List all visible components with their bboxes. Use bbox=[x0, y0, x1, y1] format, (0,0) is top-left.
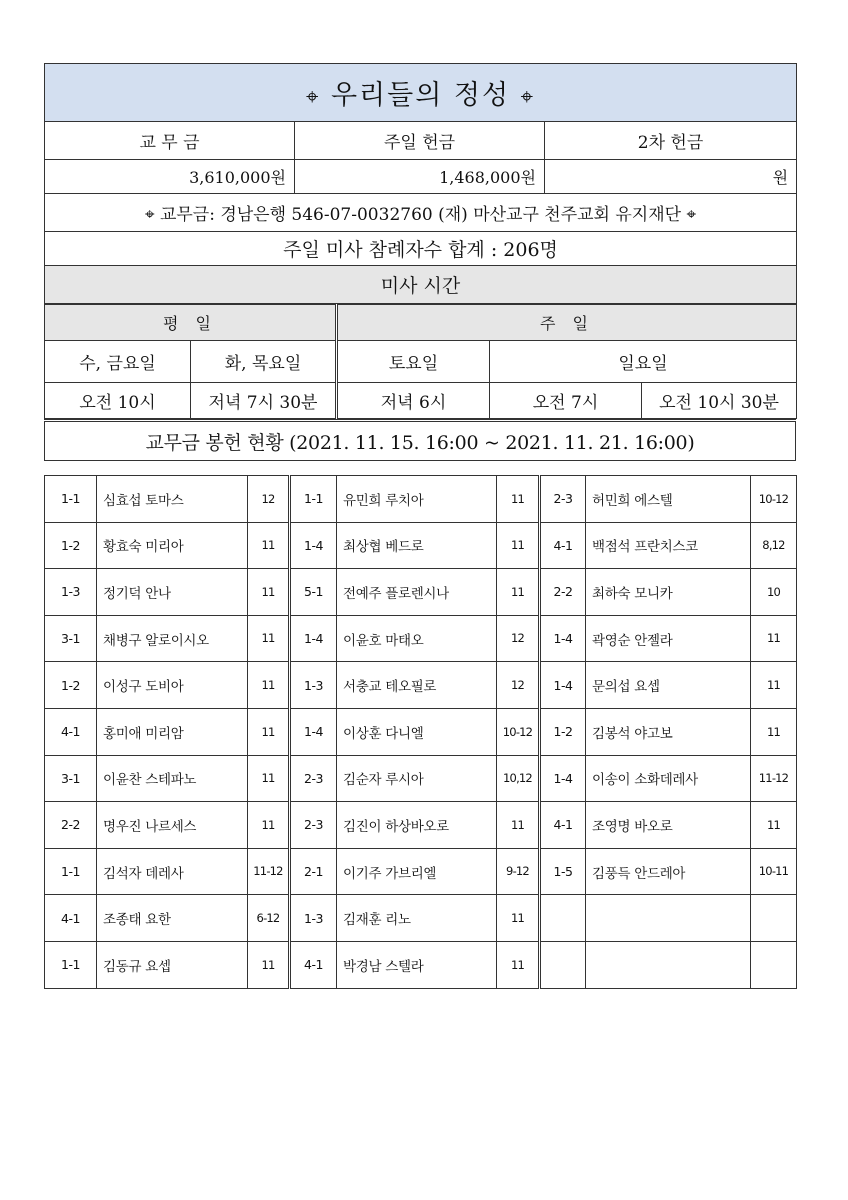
donor-name: 이성구 도비아 bbox=[97, 662, 248, 709]
donor-district: 4-1 bbox=[45, 895, 97, 942]
donor-row bbox=[45, 848, 797, 895]
donor-name: 김순자 루시아 bbox=[337, 755, 497, 802]
cross-icon: ⌖ bbox=[144, 205, 155, 225]
donor-district: 1-4 bbox=[290, 522, 337, 569]
donor-months: 11 bbox=[248, 708, 290, 755]
time-saturday: 저녁 6시 bbox=[337, 383, 490, 419]
donor-months: 11 bbox=[248, 941, 290, 988]
donor-name: 김동규 요셉 bbox=[97, 941, 248, 988]
donor-district: 4-1 bbox=[540, 802, 586, 849]
donor-row bbox=[45, 615, 797, 662]
donor-months: 11-12 bbox=[248, 848, 290, 895]
donor-months: 12 bbox=[497, 662, 540, 709]
donor-row bbox=[45, 569, 797, 616]
mass-times-table bbox=[44, 304, 797, 419]
donor-district: 4-1 bbox=[45, 708, 97, 755]
offering-value-second: 원 bbox=[545, 160, 797, 194]
donation-status-table bbox=[44, 419, 796, 461]
donor-row bbox=[45, 708, 797, 755]
donor-name: 이윤호 마태오 bbox=[337, 615, 497, 662]
donor-months: 11 bbox=[497, 895, 540, 942]
donor-row bbox=[45, 802, 797, 849]
attendance-total: 주일 미사 참례자수 합계 : 206명 bbox=[45, 232, 797, 266]
donor-district: 1-3 bbox=[45, 569, 97, 616]
donor-name: 이윤찬 스테파노 bbox=[97, 755, 248, 802]
bulletin-sheet bbox=[44, 63, 796, 989]
donor-row bbox=[45, 662, 797, 709]
donor-row bbox=[45, 941, 797, 988]
donor-months: 11 bbox=[497, 522, 540, 569]
offering-value-tithe: 3,610,000원 bbox=[45, 160, 295, 194]
donor-district: 1-1 bbox=[290, 476, 337, 523]
donor-district: 4-1 bbox=[290, 941, 337, 988]
donation-status-heading: 교무금 봉헌 현황 (2021. 11. 15. 16:00 ~ 2021. 11. 21. 16:00) bbox=[45, 421, 796, 461]
donor-district: 1-1 bbox=[45, 848, 97, 895]
donor-name: 김풍득 안드레아 bbox=[586, 848, 751, 895]
donor-months: 11 bbox=[497, 569, 540, 616]
donor-name: 백점석 프란치스코 bbox=[586, 522, 751, 569]
page-title bbox=[45, 64, 797, 122]
donor-name bbox=[586, 895, 751, 942]
donor-months: 11 bbox=[248, 662, 290, 709]
donor-row bbox=[45, 755, 797, 802]
donor-name: 이상훈 다니엘 bbox=[337, 708, 497, 755]
donor-district: 2-1 bbox=[290, 848, 337, 895]
cross-icon: ⌖ bbox=[686, 205, 697, 225]
donor-months: 11 bbox=[248, 802, 290, 849]
donor-district: 1-5 bbox=[540, 848, 586, 895]
donor-months: 10 bbox=[751, 569, 797, 616]
donor-name: 김석자 데레사 bbox=[97, 848, 248, 895]
donor-name: 명우진 나르세스 bbox=[97, 802, 248, 849]
time-sunday-late: 오전 10시 30분 bbox=[642, 383, 797, 419]
donor-district: 2-2 bbox=[540, 569, 586, 616]
donor-name: 문의섭 요셉 bbox=[586, 662, 751, 709]
offering-header-tithe: 교 무 금 bbox=[45, 122, 295, 160]
donor-name: 황효숙 미리아 bbox=[97, 522, 248, 569]
day-saturday: 토요일 bbox=[337, 341, 490, 383]
donor-months: 11 bbox=[751, 615, 797, 662]
donor-months: 11 bbox=[497, 941, 540, 988]
donor-name: 서충교 테오필로 bbox=[337, 662, 497, 709]
donor-months: 11 bbox=[248, 615, 290, 662]
donor-months: 12 bbox=[497, 615, 540, 662]
donor-months: 11 bbox=[751, 708, 797, 755]
time-sunday-early: 오전 7시 bbox=[490, 383, 642, 419]
donor-name: 이송이 소화데레사 bbox=[586, 755, 751, 802]
donor-district: 2-3 bbox=[540, 476, 586, 523]
donor-months: 11-12 bbox=[751, 755, 797, 802]
offering-header-sunday: 주일 헌금 bbox=[295, 122, 545, 160]
donor-months: 11 bbox=[248, 522, 290, 569]
donor-district: 3-1 bbox=[45, 615, 97, 662]
donor-months: 11 bbox=[248, 569, 290, 616]
donor-name: 최하숙 모니카 bbox=[586, 569, 751, 616]
donor-name: 정기덕 안나 bbox=[97, 569, 248, 616]
donor-district: 1-1 bbox=[45, 476, 97, 523]
donor-district: 5-1 bbox=[290, 569, 337, 616]
donor-district bbox=[540, 941, 586, 988]
time-tue-thu: 저녁 7시 30분 bbox=[191, 383, 337, 419]
day-sunday: 일요일 bbox=[490, 341, 797, 383]
cross-icon: ⌖ bbox=[520, 85, 536, 110]
donor-district: 2-3 bbox=[290, 802, 337, 849]
donor-months: 10-12 bbox=[751, 476, 797, 523]
donor-district: 1-3 bbox=[290, 662, 337, 709]
donor-months: 11 bbox=[751, 662, 797, 709]
donor-name: 채병구 알로이시오 bbox=[97, 615, 248, 662]
donor-district: 2-3 bbox=[290, 755, 337, 802]
day-wed-fri: 수, 금요일 bbox=[45, 341, 191, 383]
page-title-text: 우리들의 정성 bbox=[330, 80, 511, 111]
donor-months: 11 bbox=[751, 802, 797, 849]
donor-district bbox=[540, 895, 586, 942]
mass-times-title: 미사 시간 bbox=[45, 266, 797, 304]
donor-months bbox=[751, 895, 797, 942]
day-tue-thu: 화, 목요일 bbox=[191, 341, 337, 383]
donor-district: 1-2 bbox=[540, 708, 586, 755]
donor-months: 6-12 bbox=[248, 895, 290, 942]
donor-district: 3-1 bbox=[45, 755, 97, 802]
donor-months: 9-12 bbox=[497, 848, 540, 895]
donor-months: 10,12 bbox=[497, 755, 540, 802]
donor-months: 10-11 bbox=[751, 848, 797, 895]
donor-district: 4-1 bbox=[540, 522, 586, 569]
donor-name: 김진이 하상바오로 bbox=[337, 802, 497, 849]
donor-name: 조종태 요한 bbox=[97, 895, 248, 942]
donor-district: 2-2 bbox=[45, 802, 97, 849]
donor-name: 전예주 플로렌시나 bbox=[337, 569, 497, 616]
offering-value-sunday: 1,468,000원 bbox=[295, 160, 545, 194]
donor-name bbox=[586, 941, 751, 988]
donor-row bbox=[45, 476, 797, 523]
donor-name: 최상협 베드로 bbox=[337, 522, 497, 569]
donor-months: 8,12 bbox=[751, 522, 797, 569]
donor-district: 1-4 bbox=[540, 755, 586, 802]
offering-table bbox=[44, 63, 797, 304]
donor-name: 유민희 루치아 bbox=[337, 476, 497, 523]
donor-table bbox=[44, 475, 797, 989]
donor-months: 10-12 bbox=[497, 708, 540, 755]
donor-months: 11 bbox=[248, 755, 290, 802]
donor-row bbox=[45, 895, 797, 942]
account-text: 교무금: 경남은행 546-07-0032760 (재) 마산교구 천주교회 유지재단 bbox=[159, 205, 682, 225]
donor-months bbox=[751, 941, 797, 988]
donor-months: 11 bbox=[497, 802, 540, 849]
donor-name: 김재훈 리노 bbox=[337, 895, 497, 942]
donor-district: 1-4 bbox=[540, 615, 586, 662]
donor-name: 심효섭 토마스 bbox=[97, 476, 248, 523]
donor-district: 1-4 bbox=[540, 662, 586, 709]
offering-header-second: 2차 헌금 bbox=[545, 122, 797, 160]
donor-district: 1-4 bbox=[290, 708, 337, 755]
donor-name: 김봉석 야고보 bbox=[586, 708, 751, 755]
donor-district: 1-2 bbox=[45, 662, 97, 709]
donor-name: 이기주 가브리엘 bbox=[337, 848, 497, 895]
donor-months: 11 bbox=[497, 476, 540, 523]
weekday-label: 평 일 bbox=[45, 305, 337, 341]
donor-district: 1-1 bbox=[45, 941, 97, 988]
sunday-label: 주 일 bbox=[337, 305, 797, 341]
donor-name: 박경남 스텔라 bbox=[337, 941, 497, 988]
donor-row bbox=[45, 522, 797, 569]
donor-district: 1-4 bbox=[290, 615, 337, 662]
donor-name: 홍미애 미리암 bbox=[97, 708, 248, 755]
time-wed-fri: 오전 10시 bbox=[45, 383, 191, 419]
donor-name: 허민희 에스텔 bbox=[586, 476, 751, 523]
donor-months: 12 bbox=[248, 476, 290, 523]
account-line bbox=[45, 194, 797, 232]
donor-district: 1-2 bbox=[45, 522, 97, 569]
donor-name: 조영명 바오로 bbox=[586, 802, 751, 849]
cross-icon: ⌖ bbox=[305, 85, 321, 110]
donor-name: 곽영순 안젤라 bbox=[586, 615, 751, 662]
donor-district: 1-3 bbox=[290, 895, 337, 942]
